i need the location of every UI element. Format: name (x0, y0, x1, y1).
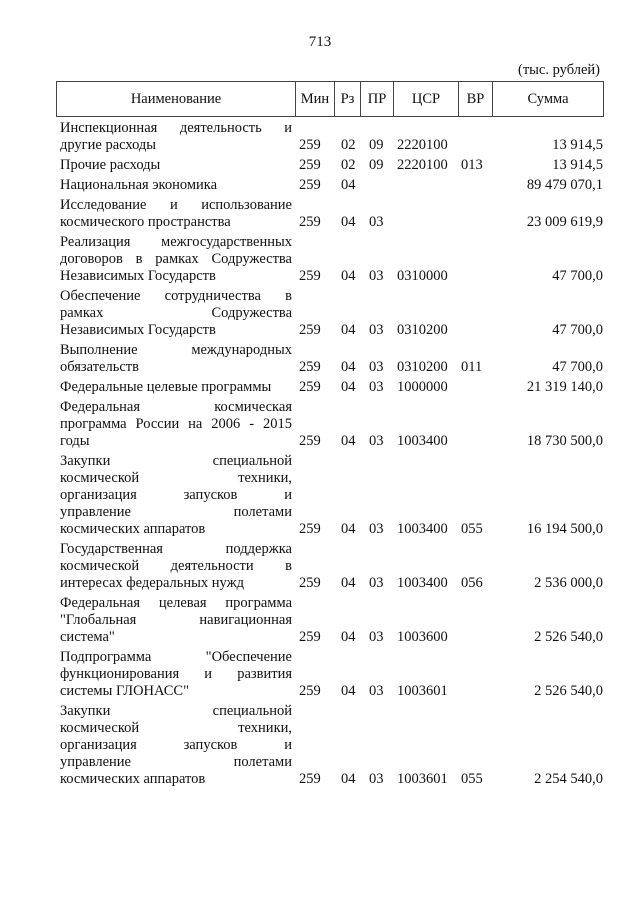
cell-csr: 1003601 (397, 683, 448, 699)
row-name-line: договоров в рамках Содружества (60, 251, 292, 267)
row-name (60, 379, 292, 396)
cell-rz: 04 (341, 629, 356, 645)
header-pr: ПР (361, 82, 394, 117)
cell-min: 259 (299, 214, 321, 230)
table-row (60, 197, 603, 231)
cell-csr: 2220100 (397, 157, 448, 173)
row-name-line: программа России на 2006 - 2015 (60, 416, 292, 432)
row-name-line: другие расходы (60, 137, 157, 153)
cell-pr: 03 (369, 683, 384, 699)
cell-pr: 03 (369, 433, 384, 449)
cell-rz: 04 (341, 177, 356, 193)
row-name (60, 157, 292, 174)
cell-csr: 1003400 (397, 433, 448, 449)
cell-min: 259 (299, 379, 321, 395)
table-row (60, 379, 603, 396)
row-name-line: обязательств (60, 359, 139, 375)
row-name-line: управление полетами (60, 754, 292, 770)
cell-sum: 18 730 500,0 (526, 433, 603, 449)
row-name-line: Реализация межгосударственных (60, 234, 292, 250)
cell-pr: 03 (369, 268, 384, 284)
cell-sum: 13 914,5 (552, 137, 603, 153)
cell-sum: 23 009 619,9 (526, 214, 603, 230)
cell-pr: 09 (369, 157, 384, 173)
table-row (60, 177, 603, 194)
row-name-line: управление полетами (60, 504, 292, 520)
row-name-line: Подпрограмма "Обеспечение (60, 649, 292, 665)
row-name-line: рамках Содружества (60, 305, 292, 321)
units-label: (тыс. рублей) (518, 62, 600, 78)
cell-csr: 1003601 (397, 771, 448, 787)
cell-rz: 04 (341, 322, 356, 338)
row-name (60, 288, 292, 339)
row-name (60, 453, 292, 538)
cell-min: 259 (299, 322, 321, 338)
cell-min: 259 (299, 268, 321, 284)
row-name-line: космической деятельности в (60, 558, 292, 574)
row-name-line: космических аппаратов (60, 521, 206, 537)
cell-vr: 055 (461, 771, 483, 787)
cell-rz: 04 (341, 575, 356, 591)
cell-rz: 04 (341, 214, 356, 230)
table-row (60, 342, 603, 376)
cell-min: 259 (299, 157, 321, 173)
row-name-line: Выполнение международных (60, 342, 292, 358)
row-name-line: Обеспечение сотрудничества в (60, 288, 292, 304)
cell-min: 259 (299, 359, 321, 375)
row-name-line: организация запусков и (60, 487, 292, 503)
page-number: 713 (308, 34, 332, 50)
cell-pr: 03 (369, 771, 384, 787)
cell-csr: 0310200 (397, 322, 448, 338)
table-row (60, 157, 603, 174)
cell-pr: 03 (369, 629, 384, 645)
cell-min: 259 (299, 575, 321, 591)
cell-rz: 04 (341, 268, 356, 284)
row-name-line: космического пространства (60, 214, 231, 230)
row-name-line: Национальная экономика (60, 177, 218, 193)
row-name-line: функционирования и развития (60, 666, 292, 682)
cell-sum: 21 319 140,0 (526, 379, 603, 395)
row-name-line: Закупки специальной (60, 453, 292, 469)
cell-vr: 011 (461, 359, 483, 375)
cell-pr: 09 (369, 137, 384, 153)
cell-sum: 2 254 540,0 (534, 771, 603, 787)
cell-min: 259 (299, 521, 321, 537)
row-name-line: Федеральная космическая (60, 399, 292, 415)
row-name-line: годы (60, 433, 90, 449)
row-name-line: системы ГЛОНАСС" (60, 683, 190, 699)
header-vr: ВР (459, 82, 493, 117)
cell-csr: 0310200 (397, 359, 448, 375)
table-header (56, 81, 604, 117)
cell-min: 259 (299, 137, 321, 153)
cell-csr: 1003400 (397, 575, 448, 591)
cell-min: 259 (299, 683, 321, 699)
row-name-line: Независимых Государств (60, 268, 216, 284)
cell-sum: 2 536 000,0 (534, 575, 603, 591)
cell-csr: 0310000 (397, 268, 448, 284)
table-row (60, 541, 603, 592)
row-name (60, 120, 292, 154)
row-name-line: Федеральные целевые программы (60, 379, 272, 395)
row-name-line: Инспекционная деятельность и (60, 120, 292, 136)
cell-sum: 16 194 500,0 (526, 521, 603, 537)
row-name (60, 399, 292, 450)
cell-rz: 04 (341, 379, 356, 395)
row-name-line: интересах федеральных нужд (60, 575, 244, 591)
row-name-line: космической техники, (60, 470, 292, 486)
cell-sum: 2 526 540,0 (534, 683, 603, 699)
table-row (60, 234, 603, 285)
table-row (60, 595, 603, 646)
header-sum: Сумма (493, 82, 604, 117)
cell-pr: 03 (369, 521, 384, 537)
cell-csr: 2220100 (397, 137, 448, 153)
cell-pr: 03 (369, 322, 384, 338)
cell-sum: 13 914,5 (552, 157, 603, 173)
cell-rz: 04 (341, 771, 356, 787)
cell-vr: 013 (461, 157, 483, 173)
cell-rz: 04 (341, 359, 356, 375)
header-csr: ЦСР (394, 82, 459, 117)
cell-rz: 02 (341, 137, 356, 153)
table-row (60, 649, 603, 700)
row-name-line: система" (60, 629, 115, 645)
row-name (60, 177, 292, 194)
table-row (60, 453, 603, 538)
row-name (60, 595, 292, 646)
header-rz: Рз (335, 82, 361, 117)
cell-min: 259 (299, 629, 321, 645)
cell-pr: 03 (369, 379, 384, 395)
cell-pr: 03 (369, 359, 384, 375)
cell-csr: 1003600 (397, 629, 448, 645)
cell-sum: 47 700,0 (552, 359, 603, 375)
cell-vr: 055 (461, 521, 483, 537)
row-name (60, 342, 292, 376)
header-name: Наименование (57, 82, 296, 117)
row-name-line: Государственная поддержка (60, 541, 292, 557)
table-row (60, 703, 603, 788)
cell-min: 259 (299, 433, 321, 449)
cell-pr: 03 (369, 575, 384, 591)
cell-sum: 47 700,0 (552, 322, 603, 338)
header-min: Мин (296, 82, 335, 117)
cell-rz: 02 (341, 157, 356, 173)
row-name-line: космических аппаратов (60, 771, 206, 787)
row-name-line: Независимых Государств (60, 322, 216, 338)
cell-sum: 2 526 540,0 (534, 629, 603, 645)
row-name (60, 197, 292, 231)
row-name (60, 234, 292, 285)
cell-rz: 04 (341, 683, 356, 699)
row-name-line: организация запусков и (60, 737, 292, 753)
row-name-line: "Глобальная навигационная (60, 612, 292, 628)
cell-csr: 1000000 (397, 379, 448, 395)
cell-csr: 1003400 (397, 521, 448, 537)
cell-pr: 03 (369, 214, 384, 230)
cell-rz: 04 (341, 521, 356, 537)
table-row (60, 399, 603, 450)
cell-sum: 89 479 070,1 (526, 177, 603, 193)
cell-min: 259 (299, 177, 321, 193)
row-name-line: Исследование и использование (60, 197, 292, 213)
row-name-line: Федеральная целевая программа (60, 595, 292, 611)
cell-sum: 47 700,0 (552, 268, 603, 284)
cell-min: 259 (299, 771, 321, 787)
row-name-line: Закупки специальной (60, 703, 292, 719)
table-body (60, 120, 603, 791)
row-name (60, 649, 292, 700)
row-name-line: Прочие расходы (60, 157, 161, 173)
table-row (60, 288, 603, 339)
table-row (60, 120, 603, 154)
row-name-line: космической техники, (60, 720, 292, 736)
cell-vr: 056 (461, 575, 483, 591)
row-name (60, 541, 292, 592)
row-name (60, 703, 292, 788)
cell-rz: 04 (341, 433, 356, 449)
